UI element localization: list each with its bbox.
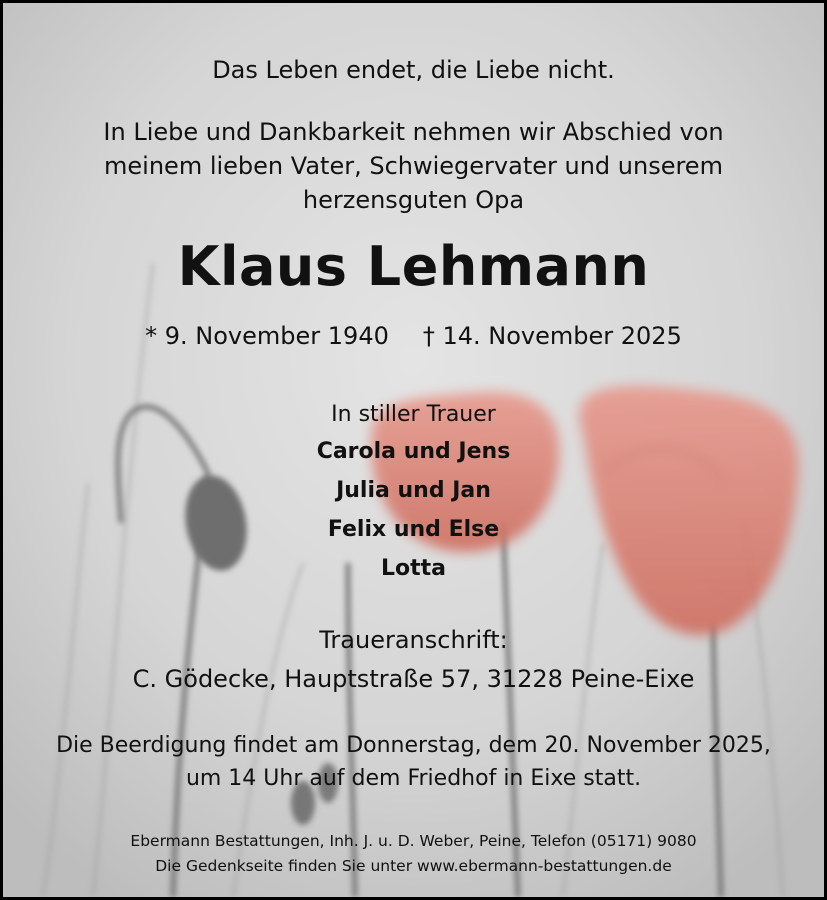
address-label: Traueranschrift: — [319, 626, 508, 654]
mourner-3: Felix und Else — [327, 517, 500, 542]
funeral-line-2: um 14 Uhr auf dem Friedhof in Eixe statt. — [185, 766, 642, 791]
birth-date: * 9. November 1940 — [145, 322, 389, 350]
mourner-2: Julia und Jan — [336, 478, 491, 503]
footer-line-2: Die Gedenkseite finden Sie unter www.ebermann-bestattungen.de — [155, 857, 672, 875]
intro-line-1: In Liebe und Dankbarkeit nehmen wir Abschied von — [103, 118, 724, 146]
motto: Das Leben endet, die Liebe nicht. — [212, 56, 615, 84]
intro-line-2: meinem lieben Vater, Schwiegervater und unserem — [104, 152, 723, 180]
deceased-name: Klaus Lehmann — [177, 235, 650, 298]
mourner-1: Carola und Jens — [316, 439, 511, 464]
mourning-address: C. Gödecke, Hauptstraße 57, 31228 Peine-Eixe — [132, 665, 695, 693]
funeral-line-1: Die Beerdigung findet am Donnerstag, dem 20. November 2025, — [56, 733, 771, 758]
mourning-heading: In stiller Trauer — [331, 402, 496, 427]
intro-line-3: herzensguten Opa — [302, 186, 525, 214]
death-date: † 14. November 2025 — [422, 322, 682, 350]
notice-text — [3, 3, 824, 897]
mourner-4: Lotta — [380, 556, 446, 581]
life-dates — [3, 319, 824, 353]
footer-line-1: Ebermann Bestattungen, Inh. J. u. D. Weber, Peine, Telefon (05171) 9080 — [130, 832, 697, 850]
